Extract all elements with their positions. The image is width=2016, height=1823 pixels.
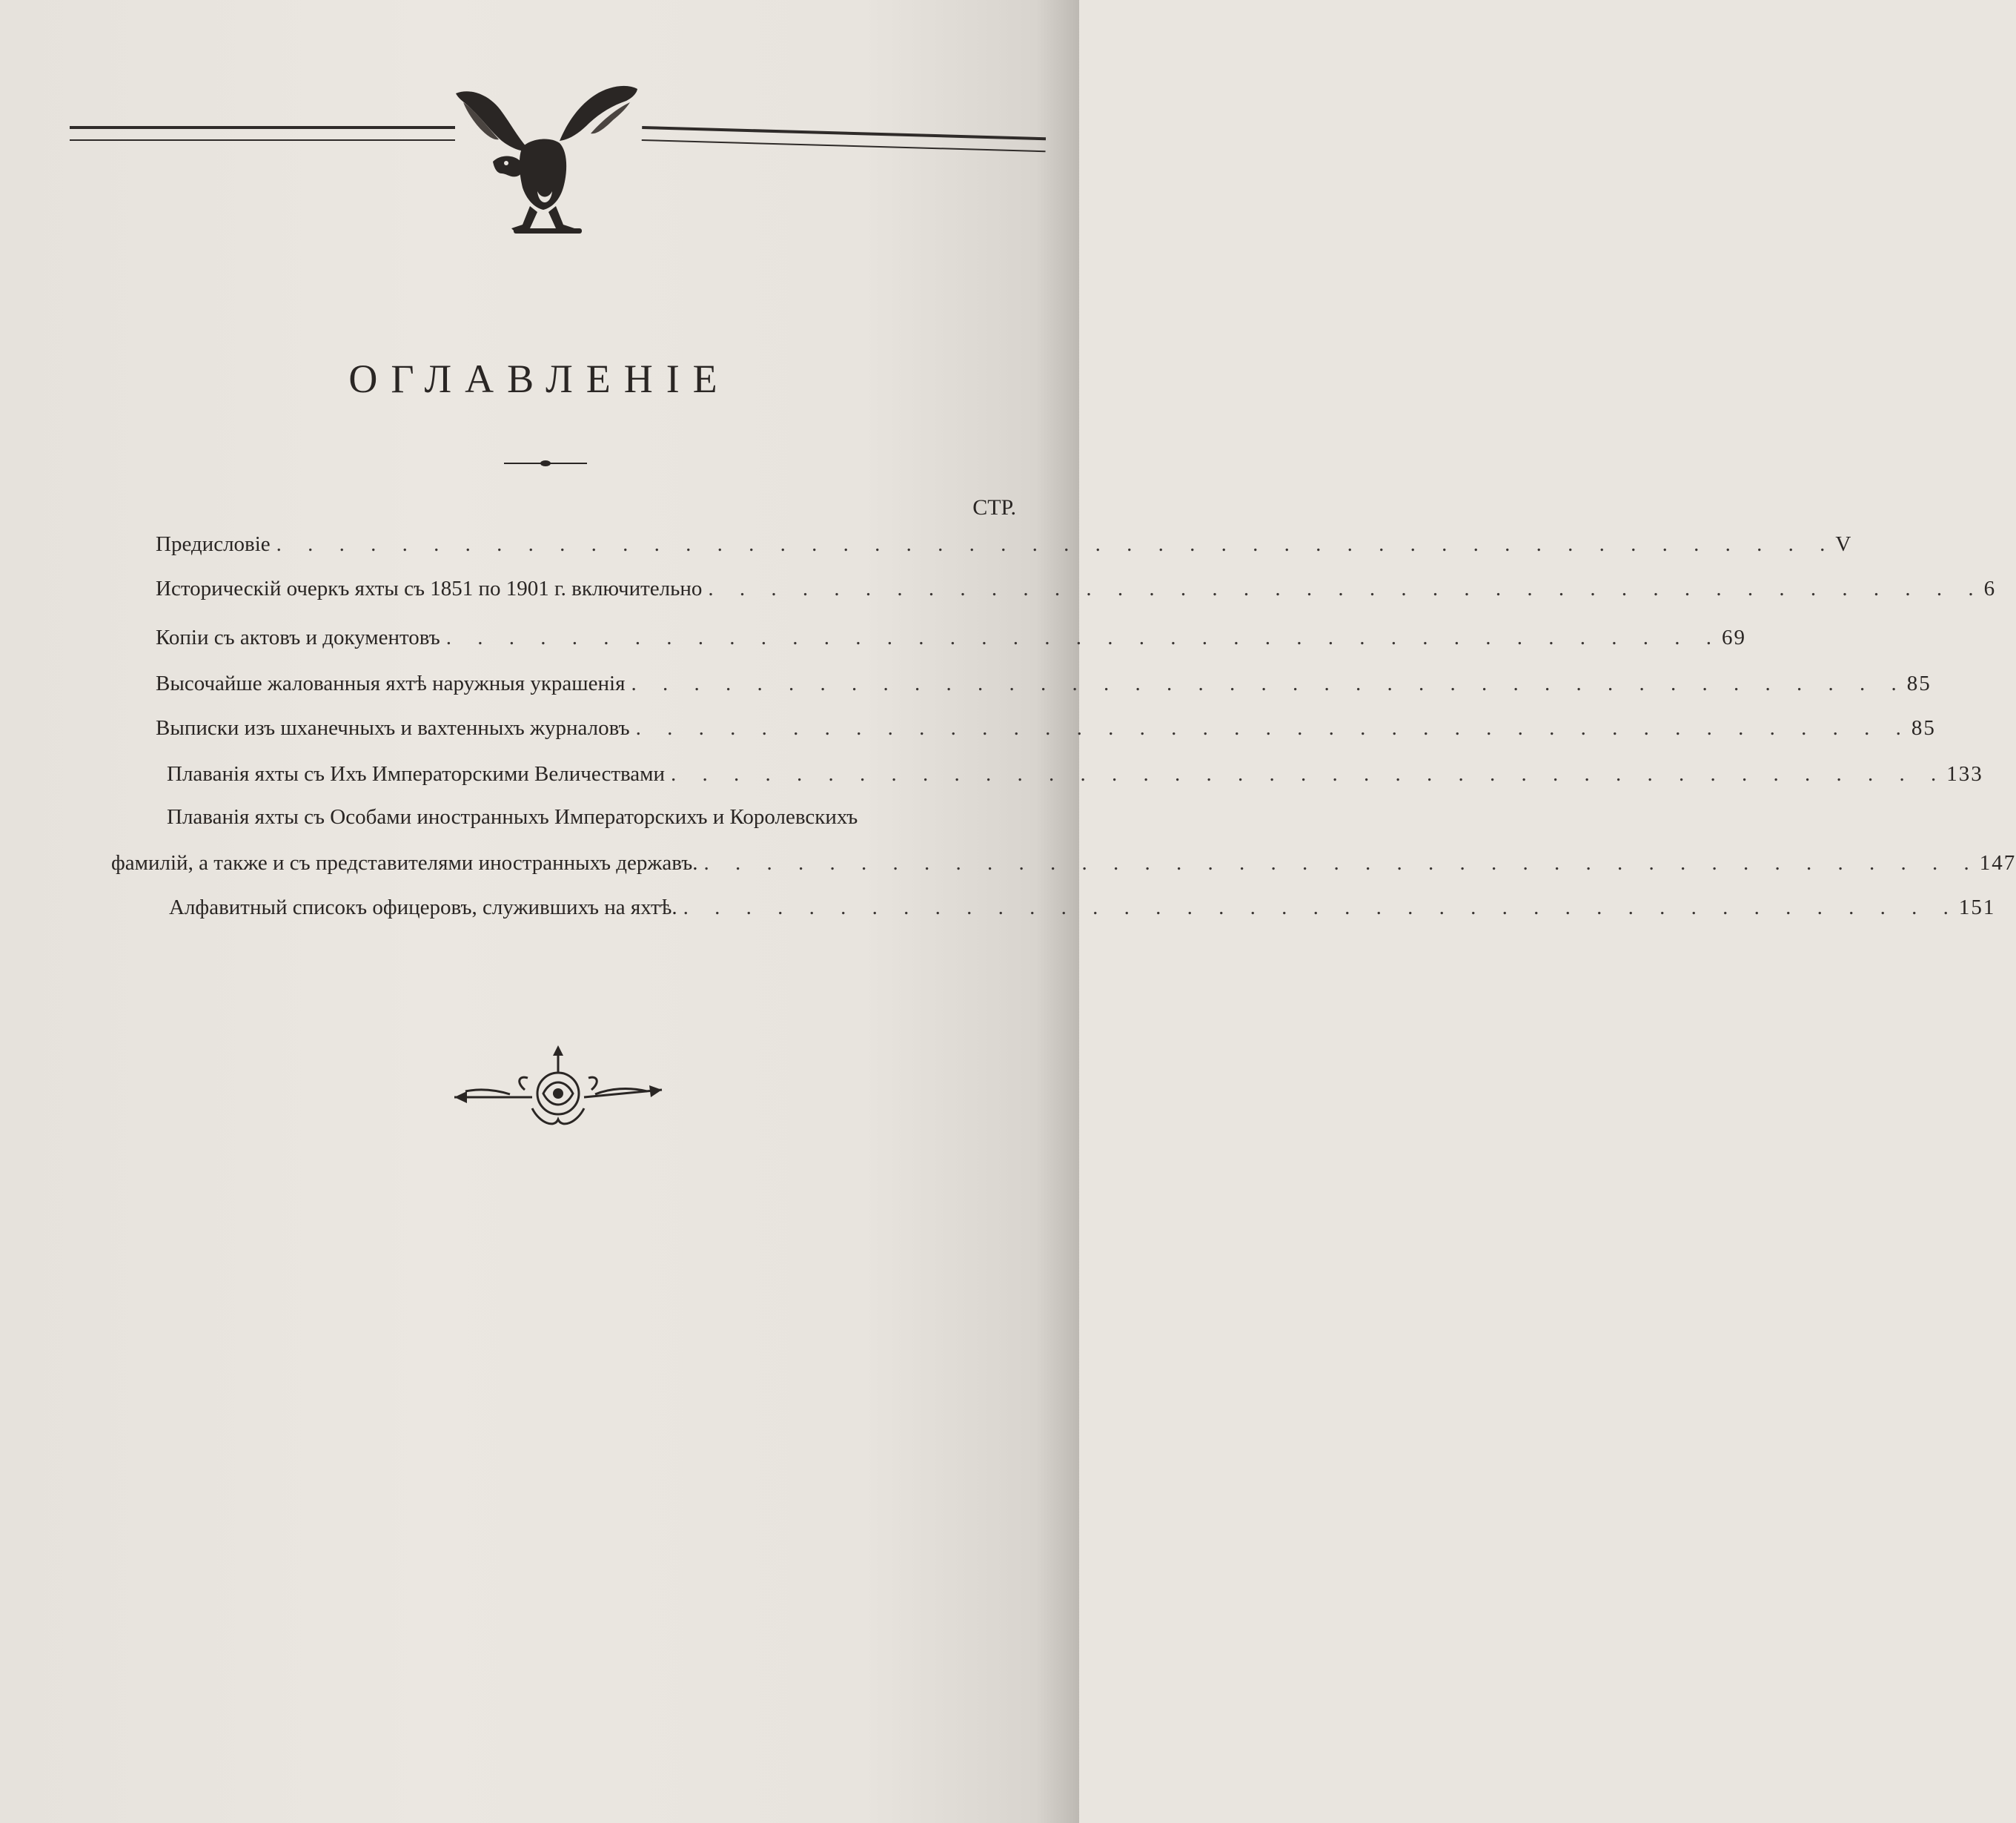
toc-entry-title: Выписки изъ шханечныхъ и вахтенныхъ журналовъ xyxy=(156,716,630,740)
leader-dots: . . . . . . . . . . . . . . . . . . . . . . . . . . . . . . . . . . . . . . . . . xyxy=(635,716,1911,740)
toc-entry-page: V xyxy=(1835,532,1853,556)
toc-entry xyxy=(111,847,2016,879)
toc-entry-title: Плаванія яхты съ Ихъ Императорскими Величествами xyxy=(167,762,666,786)
toc-entry-title: Высочайше жалованныя яхтѣ наружныя украшенія xyxy=(156,672,626,695)
toc-entry-page: 85 xyxy=(1911,716,1936,740)
toc-entry xyxy=(167,758,1983,790)
toc-entry-page: 85 xyxy=(1906,672,1932,695)
toc-entry xyxy=(156,621,1747,654)
toc-entry xyxy=(156,572,1997,605)
scroll-ornament-icon xyxy=(451,1045,666,1142)
leader-dots: . . . . . . . . . . . . . . . . . . . . . . . . . . . . . . . . . . . . . . . . . xyxy=(671,762,1947,786)
leader-dots: . . . . . . . . . . . . . . . . . . . . . . . . . . . . . . . . . . . . . . . . . xyxy=(445,626,1722,649)
toc-entry-title: Алфавитный списокъ офицеровъ, служившихъ на яхтѣ. xyxy=(169,896,677,919)
toc-entry-first-line: Плаванія яхты съ Особами иностранныхъ Императорскихъ и Королевскихъ xyxy=(167,805,858,829)
toc-entry-title: Копіи съ актовъ и документовъ xyxy=(156,626,440,649)
toc-entry-page: 6 xyxy=(1983,577,1997,601)
toc-entry-page: 147 xyxy=(1979,851,2016,875)
toc-entry xyxy=(156,528,1853,560)
toc-entry-title: Предисловіе xyxy=(156,532,271,556)
page-title: ОГЛАВЛЕНІЕ xyxy=(348,357,731,401)
leader-dots: . . . . . . . . . . . . . . . . . . . . . . . . . . . . . . . . . . . . . . . . . xyxy=(631,672,1907,695)
page-column-label: СТР. xyxy=(972,495,1016,520)
toc-entry-page: 151 xyxy=(1958,896,1996,919)
leader-dots: . . . . . . . . . . . . . . . . . . . . . . . . . . . . . . . . . . . . . . . . . xyxy=(683,896,1959,919)
toc-entry-title: Историческій очеркъ яхты съ 1851 по 1901 г. включительно xyxy=(156,577,703,601)
toc-entry xyxy=(156,712,1936,744)
leader-dots: . . . . . . . . . . . . . . . . . . . . . . . . . . . . . . . . . . . . . . . . . . . . . . . . . . xyxy=(276,532,1836,556)
toc-entry-title: фамилій, а также и съ представителями иностранныхъ державъ. xyxy=(111,851,698,875)
toc-entry xyxy=(169,891,1996,924)
leader-dots: . . . . . . . . . . . . . . . . . . . . . . . . . . . . . . . . . . . . . . . . . xyxy=(703,851,1980,875)
toc-entry-page: 69 xyxy=(1722,626,1747,649)
toc-entry-page: 133 xyxy=(1946,762,1983,786)
toc-entry xyxy=(156,667,1932,700)
leader-dots: . . . . . . . . . . . . . . . . . . . . . . . . . . . . . . . . . . . . . . . . . xyxy=(708,577,1984,601)
